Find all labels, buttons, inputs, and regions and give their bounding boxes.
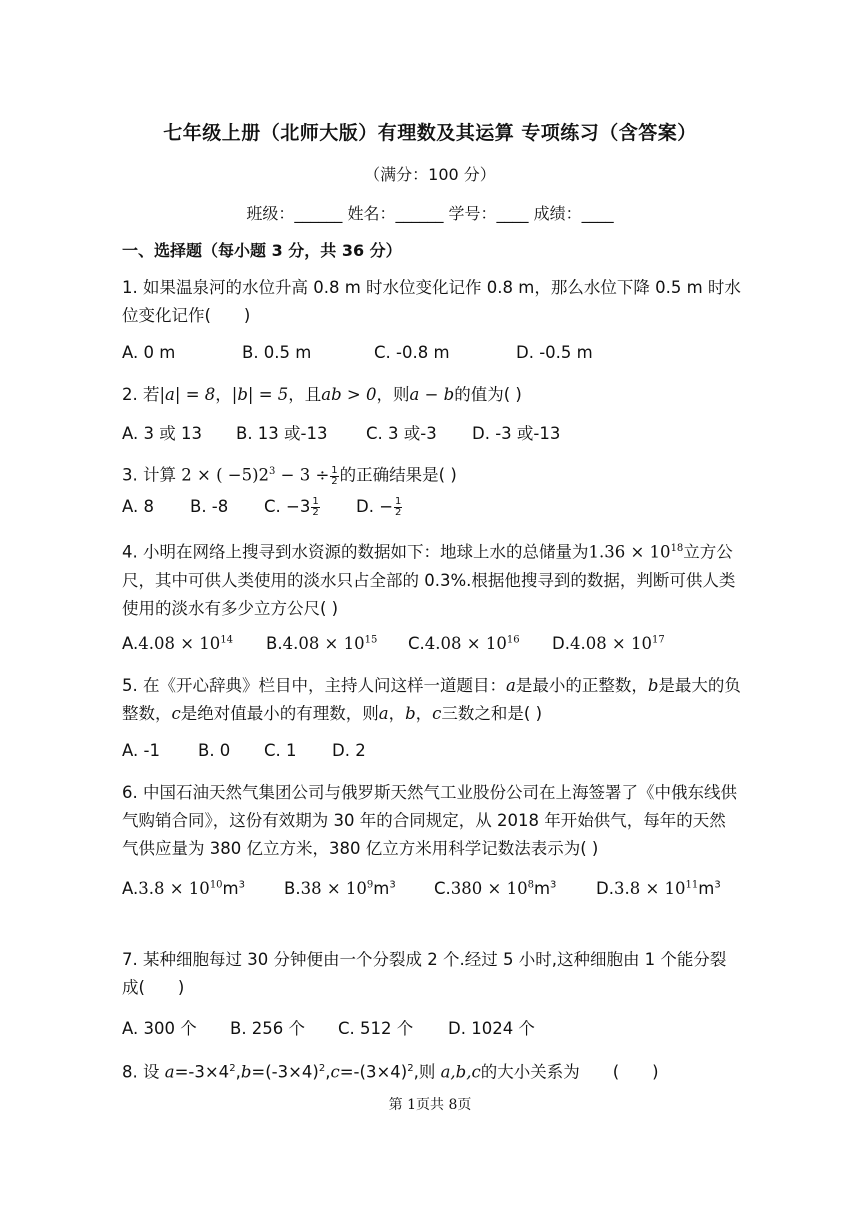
question-5 bbox=[122, 672, 742, 728]
q8-text: 8. 设 bbox=[122, 1062, 165, 1082]
q5-text: ， bbox=[388, 704, 406, 723]
fraction-numerator: 1 bbox=[312, 496, 319, 507]
option-exponent: 14 bbox=[220, 634, 234, 646]
q5-text: 是最大的负整数， bbox=[122, 676, 741, 723]
option-c: C. 3 或-3 bbox=[366, 424, 437, 443]
q5-text: ， bbox=[415, 704, 433, 723]
option-a: A. 300 个 bbox=[122, 1019, 197, 1038]
option-c bbox=[264, 497, 356, 518]
q2-text: 2. 若 bbox=[122, 385, 160, 404]
q4-exponent: 18 bbox=[670, 543, 684, 554]
option-math: 4.08 × 10 bbox=[282, 634, 365, 653]
q3-exponent: 3 bbox=[269, 466, 276, 477]
var-b: b bbox=[405, 704, 416, 723]
q5-text: 5. 在《开心辞典》栏目中，主持人问这样一道题目： bbox=[122, 676, 506, 695]
option-math: 4.08 × 10 bbox=[569, 634, 653, 653]
question-3-options bbox=[122, 497, 403, 518]
page-number: 第 1页共 8页 bbox=[388, 1097, 472, 1113]
q8-sep: , bbox=[235, 1062, 241, 1082]
q2-math: |b| = 5 bbox=[231, 385, 289, 404]
var-a: a bbox=[506, 676, 516, 695]
unit-exponent: 3 bbox=[714, 879, 721, 891]
var-a: a bbox=[164, 1062, 175, 1082]
unit-exponent: 3 bbox=[550, 879, 557, 891]
option-unit: m bbox=[698, 879, 715, 898]
option-d bbox=[552, 634, 665, 653]
option-d: D. -3 或-13 bbox=[472, 424, 561, 443]
q5-text: 三数之和是( ) bbox=[441, 704, 543, 723]
option-math: 4.08 × 10 bbox=[424, 634, 507, 653]
option-d bbox=[596, 879, 721, 898]
q2-text: ， bbox=[215, 385, 232, 404]
option-c: C. 1 bbox=[264, 741, 297, 760]
option-a bbox=[122, 634, 266, 653]
option-math: 38 × 10 bbox=[300, 879, 367, 898]
q2-text: ，则 bbox=[376, 385, 410, 404]
q5-text: 是绝对值最小的有理数，则 bbox=[180, 704, 379, 723]
option-exponent: 11 bbox=[685, 879, 699, 891]
q4-text: 4. 小明在网络上搜寻到水资源的数据如下：地球上水的总储量为 bbox=[122, 542, 589, 562]
student-info-line: 班级：______ 姓名：______ 学号：____ 成绩：____ bbox=[246, 204, 614, 223]
q8-sep: , bbox=[325, 1062, 331, 1082]
question-2-options bbox=[122, 420, 560, 444]
q3-text: 的正确结果是( ) bbox=[339, 465, 457, 485]
option-label: A. bbox=[122, 634, 139, 653]
var-c: c bbox=[171, 704, 181, 723]
fraction-denominator: 2 bbox=[395, 507, 402, 518]
option-b: B. -8 bbox=[190, 497, 229, 516]
option-unit: m bbox=[373, 879, 390, 898]
fraction-numerator: 1 bbox=[395, 496, 402, 507]
option-c-fraction bbox=[311, 497, 319, 518]
option-unit: m bbox=[533, 879, 551, 898]
q2-math: ab > 0 bbox=[321, 385, 377, 404]
option-b bbox=[284, 879, 434, 898]
option-d-text: D. − bbox=[356, 497, 394, 516]
option-exponent: 10 bbox=[209, 879, 223, 891]
q8-vars: a,b,c bbox=[440, 1062, 481, 1082]
q8-exponent: 2 bbox=[229, 1063, 236, 1074]
var-b: b bbox=[647, 676, 659, 695]
question-6: 6. 中国石油天然气集团公司与俄罗斯天然气工业股份公司在上海签署了《中俄东线供气购销合同》，这份有效期为 30 年的合同规定，从 2018 年开始供气，每年的天然气供应量为 380 亿立方米，380 亿立方米用科学记数法表示为( ) bbox=[122, 783, 737, 858]
var-c: c bbox=[432, 704, 442, 723]
q3-math: − 3 ÷ bbox=[275, 465, 330, 485]
option-c bbox=[408, 634, 552, 653]
option-exponent: 9 bbox=[366, 879, 374, 891]
question-8 bbox=[122, 1055, 742, 1087]
option-math: 3.8 × 10 bbox=[138, 879, 210, 898]
q8-text: 的大小关系为 ( ) bbox=[480, 1062, 659, 1082]
option-label: D. bbox=[552, 634, 570, 653]
q8-expr: =-(3×4) bbox=[339, 1062, 408, 1082]
unit-exponent: 3 bbox=[238, 879, 245, 891]
question-6-options bbox=[122, 879, 721, 898]
q4-text: 立方公尺，其中可供人类使用的淡水只占全部的 0.3%.根据他搜寻到的数据，判断可供人类使用的淡水有多少立方公尺( ) bbox=[122, 542, 736, 618]
option-d bbox=[356, 497, 403, 518]
q8-expr: =-3×4 bbox=[174, 1062, 230, 1082]
question-7: 7. 某种细胞每过 30 分钟便由一个分裂成 2 个.经过 5 小时,这种细胞由 1 个能分裂成( ) bbox=[122, 950, 727, 997]
option-unit: m bbox=[222, 879, 239, 898]
q8-text: ,则 bbox=[413, 1062, 441, 1082]
option-b: B. 0 bbox=[198, 741, 231, 760]
q2-text: ，且 bbox=[288, 385, 322, 404]
option-b bbox=[266, 634, 408, 653]
option-label: B. bbox=[284, 879, 301, 898]
option-c: C. -0.8 m bbox=[374, 343, 450, 362]
option-math: 380 × 10 bbox=[450, 879, 528, 898]
option-math: 3.8 × 10 bbox=[613, 879, 686, 898]
var-c: c bbox=[330, 1062, 340, 1082]
option-c: C. 512 个 bbox=[338, 1019, 414, 1038]
option-a bbox=[122, 879, 284, 898]
option-c-text: C. −3 bbox=[264, 497, 311, 516]
question-5-options bbox=[122, 741, 366, 760]
q2-math: a − b bbox=[409, 385, 455, 404]
q8-expr: =(-3×4) bbox=[251, 1062, 319, 1082]
q8-exponent: 2 bbox=[318, 1063, 326, 1074]
option-exponent: 17 bbox=[652, 634, 665, 646]
option-a: A. 8 bbox=[122, 497, 154, 516]
q2-math: |a| = 8 bbox=[159, 385, 216, 404]
fraction-denominator: 2 bbox=[331, 475, 338, 487]
option-a: A. -1 bbox=[122, 741, 160, 760]
option-math: 4.08 × 10 bbox=[138, 634, 221, 653]
option-b: B. 13 或-13 bbox=[236, 424, 328, 443]
question-4 bbox=[122, 535, 742, 623]
q4-math: 1.36 × 10 bbox=[588, 542, 671, 562]
option-d: D. 1024 个 bbox=[448, 1019, 535, 1038]
section-title-choice: 一、选择题（每小题 3 分，共 36 分） bbox=[122, 241, 402, 260]
unit-exponent: 3 bbox=[389, 879, 396, 891]
question-4-options bbox=[122, 634, 665, 653]
document-title: 七年级上册（北师大版）有理数及其运算 专项练习（含答案） bbox=[163, 122, 697, 144]
option-label: C. bbox=[408, 634, 425, 653]
option-d: D. 2 bbox=[332, 741, 366, 760]
fraction-denominator: 2 bbox=[312, 507, 319, 518]
q3-text: 3. 计算 bbox=[122, 465, 176, 485]
option-a: A. 3 或 13 bbox=[122, 424, 202, 443]
option-exponent: 8 bbox=[527, 879, 534, 891]
option-exponent: 16 bbox=[506, 634, 520, 646]
option-label: B. bbox=[266, 634, 283, 653]
var-b: b bbox=[240, 1062, 252, 1082]
option-d: D. -0.5 m bbox=[516, 343, 593, 362]
option-c bbox=[434, 879, 596, 898]
q8-exponent: 2 bbox=[407, 1063, 414, 1074]
option-b: B. 256 个 bbox=[230, 1019, 306, 1038]
question-2 bbox=[122, 381, 742, 409]
option-label: A. bbox=[122, 879, 139, 898]
question-7-options bbox=[122, 1015, 535, 1039]
q5-text: 是最小的正整数， bbox=[515, 676, 648, 695]
q3-math: 2 × ( −5)2 bbox=[181, 465, 270, 485]
question-1: 1. 如果温泉河的水位升高 0.8 m 时水位变化记作 0.8 m，那么水位下降 0.5 m 时水位变化记作( ) bbox=[122, 278, 741, 325]
option-label: D. bbox=[596, 879, 614, 898]
fraction-numerator: 1 bbox=[331, 464, 338, 476]
q3-fraction bbox=[330, 466, 338, 487]
option-exponent: 15 bbox=[364, 634, 378, 646]
option-label: C. bbox=[434, 879, 451, 898]
option-a: A. 0 m bbox=[122, 343, 176, 362]
q2-text: 的值为( ) bbox=[454, 385, 522, 404]
question-1-options bbox=[122, 343, 593, 362]
var-a: a bbox=[378, 704, 389, 723]
option-d-fraction bbox=[394, 497, 402, 518]
option-b: B. 0.5 m bbox=[242, 343, 312, 362]
score-note: （满分：100 分） bbox=[364, 165, 496, 184]
question-3 bbox=[122, 458, 742, 490]
